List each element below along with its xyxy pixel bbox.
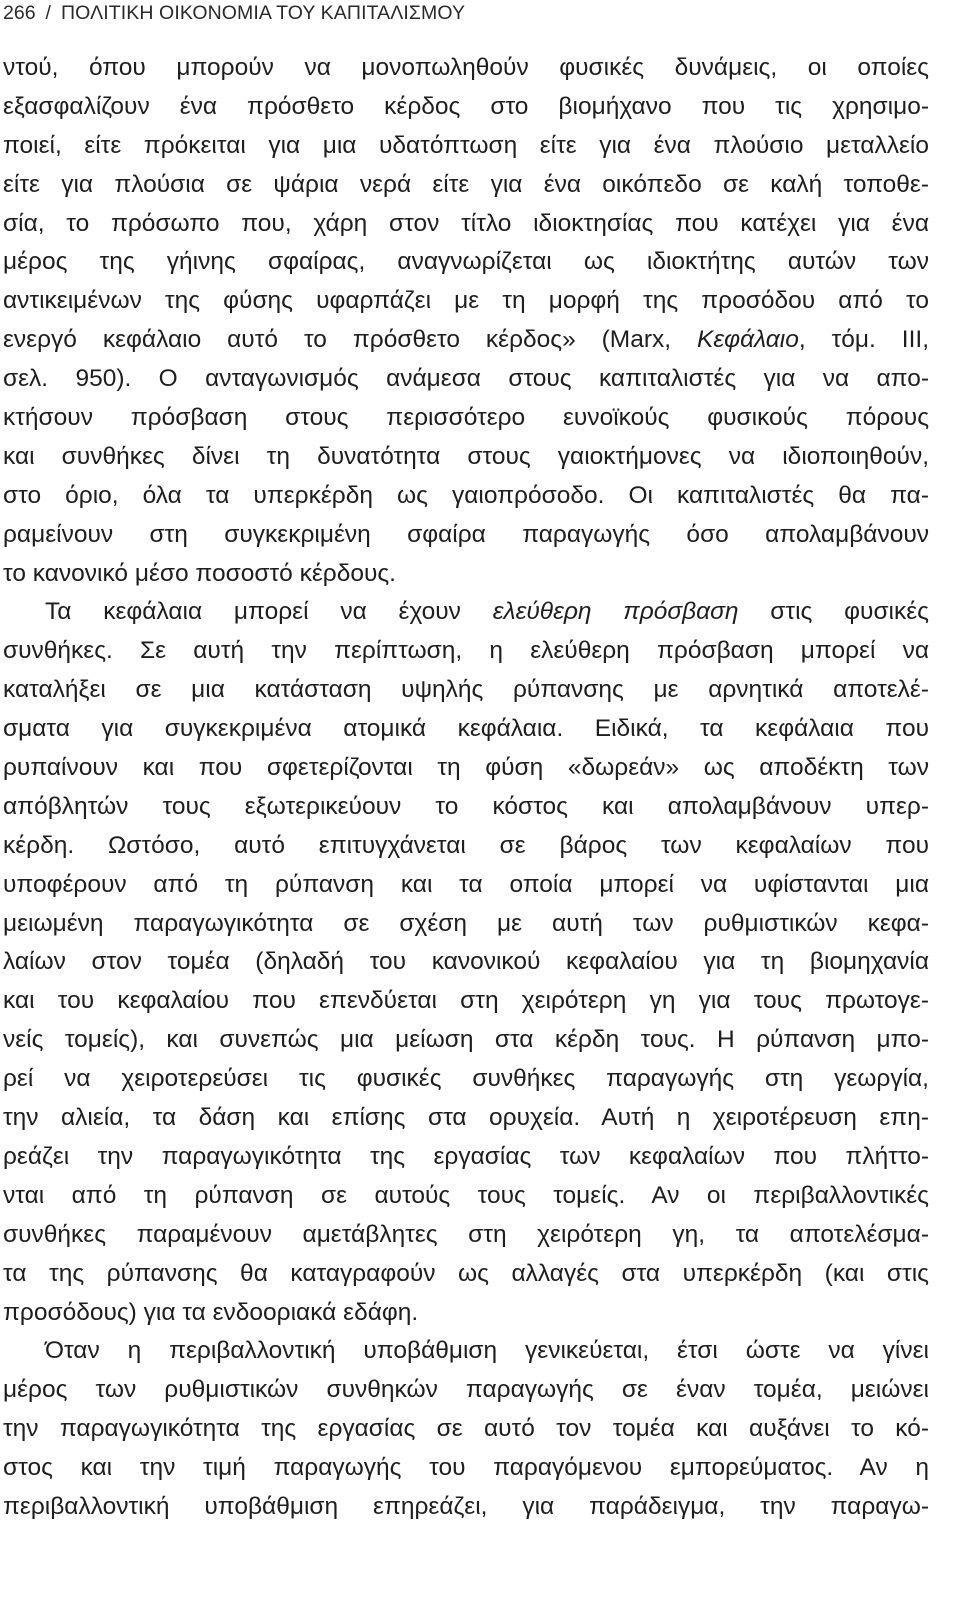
text-segment: ρεί να χειροτερεύσει τις φυσικές συνθήκες παραγωγής στη γεωργία,: [3, 1065, 929, 1093]
header-separator: /: [45, 2, 51, 24]
text-segment: ραμείνουν στη συγκεκριμένη σφαίρα παραγωγής όσο απολαμβάνουν: [3, 520, 929, 548]
text-segment: το κανονικό μέσο ποσοστό κέρδους.: [3, 559, 396, 587]
text-line: [3, 1021, 929, 1060]
text-segment: μέρος των ρυθμιστικών συνθηκών παραγωγής σε έναν τομέα, μειώνει: [3, 1376, 929, 1404]
text-line: [3, 749, 929, 788]
text-line: [3, 282, 929, 321]
running-header: [3, 0, 465, 26]
text-segment: στις φυσικές: [738, 598, 929, 626]
text-segment: ενεργό κεφάλαιο αυτό το πρόσθετο κέρδος» (Marx,: [3, 326, 698, 354]
text-segment: απόβλητών τους εξωτερικεύουν το κόστος και απολαμβάνουν υπερ-: [3, 792, 929, 820]
text-segment: μέρος της γήινης σφαίρας, αναγνωρίζεται ως ιδιοκτήτης αυτών των: [3, 248, 929, 276]
text-line: [3, 1488, 929, 1527]
text-segment: σματα για συγκεκριμένα ατομικά κεφάλαια. Ειδικά, τα κεφάλαια που: [3, 715, 929, 743]
text-line: [3, 438, 929, 477]
body-text: [3, 49, 929, 1527]
text-line: [3, 866, 929, 905]
text-line: [3, 1177, 929, 1216]
text-segment: είτε για πλούσια σε ψάρια νερά είτε για ένα οικόπεδο σε καλή τοποθε-: [3, 170, 929, 198]
text-segment: συνθήκες παραμένουν αμετάβλητες στη χειρότερη γη, τα αποτελέσμα-: [3, 1220, 929, 1248]
text-line: [3, 477, 929, 516]
text-line: [3, 710, 929, 749]
page-number: 266: [3, 2, 36, 24]
running-title: ΠΟΛΙΤΙΚΗ ΟΙΚΟΝΟΜΙΑ ΤΟΥ ΚΑΠΙΤΑΛΙΣΜΟΥ: [60, 2, 466, 24]
text-line: [3, 1060, 929, 1099]
text-line: [3, 127, 929, 166]
text-line: [3, 243, 929, 282]
text-line: [3, 205, 929, 244]
text-segment: αντικειμένων της φύσης υφαρπάζει με τη μορφή της προσόδου από το: [3, 287, 929, 315]
text-segment: λαίων στον τομέα (δηλαδή του κανονικού κεφαλαίου για τη βιομηχανία: [3, 948, 929, 976]
text-segment: σελ. 950). Ο ανταγωνισμός ανάμεσα στους καπιταλιστές για να απο-: [3, 365, 929, 393]
text-segment: τα της ρύπανσης θα καταγραφούν ως αλλαγές στα υπερκέρδη (και στις: [3, 1259, 929, 1287]
text-line: [3, 399, 929, 438]
text-line: [3, 1255, 929, 1294]
text-segment: την αλιεία, τα δάση και επίσης στα ορυχεία. Αυτή η χειροτέρευση επη-: [3, 1104, 929, 1132]
text-segment: και του κεφαλαίου που επενδύεται στη χειρότερη γη για τους πρωτογε-: [3, 987, 929, 1015]
text-line: [3, 166, 929, 205]
text-segment: την παραγωγικότητα της εργασίας σε αυτό τον τομέα και αυξάνει το κό-: [3, 1415, 929, 1443]
text-line: [3, 1294, 929, 1333]
text-segment: προσόδους) για τα ενδοοριακά εδάφη.: [3, 1298, 419, 1326]
text-line: [3, 632, 929, 671]
text-segment: και συνθήκες δίνει τη δυνατότητα στους γαιοκτήμονες να ιδιοποιηθούν,: [3, 442, 929, 470]
text-segment: καταλήξει σε μια κατάσταση υψηλής ρύπανσης με αρνητικά αποτελέ-: [3, 676, 929, 704]
text-segment: , τόμ. III,: [798, 326, 929, 354]
text-line: [3, 827, 929, 866]
text-line: [3, 1099, 929, 1138]
text-line: [3, 360, 929, 399]
text-segment: ρυπαίνουν και που σφετερίζονται τη φύση «δωρεάν» ως αποδέκτη των: [3, 754, 929, 782]
text-segment: νείς τομείς), και συνεπώς μια μείωση στα κέρδη τους. Η ρύπανση μπο-: [3, 1026, 929, 1054]
text-line: [3, 1332, 929, 1371]
text-line: [3, 1410, 929, 1449]
text-line: [3, 905, 929, 944]
text-line: [3, 516, 929, 555]
text-line: [3, 1138, 929, 1177]
text-line: [3, 1371, 929, 1410]
text-line: [3, 943, 929, 982]
text-segment: σία, το πρόσωπο που, χάρη στον τίτλο ιδιοκτησίας που κατέχει για ένα: [3, 209, 929, 237]
text-segment: κέρδη. Ωστόσο, αυτό επιτυγχάνεται σε βάρος των κεφαλαίων που: [3, 831, 929, 859]
text-line: [3, 88, 929, 127]
text-segment: στο όριο, όλα τα υπερκέρδη ως γαιοπρόσοδο. Οι καπιταλιστές θα πα-: [3, 481, 929, 509]
text-line: [3, 788, 929, 827]
text-segment: ντού, όπου μπορούν να μονοπωληθούν φυσικές δυνάμεις, οι οποίες: [3, 54, 929, 81]
italic-text: ελεύθερη πρόσβαση: [492, 598, 739, 626]
text-segment: στος και την τιμή παραγωγής του παραγόμενου εμπορεύματος. Αν η: [3, 1454, 929, 1482]
text-segment: ποιεί, είτε πρόκειται για μια υδατόπτωση είτε για ένα πλούσιο μεταλλείο: [3, 131, 929, 159]
text-segment: ρεάζει την παραγωγικότητα της εργασίας των κεφαλαίων που πλήττο-: [3, 1142, 929, 1170]
text-line: [3, 1216, 929, 1255]
italic-text: Κεφάλαιο: [697, 326, 799, 354]
text-line: [3, 593, 929, 632]
text-segment: νται από τη ρύπανση σε αυτούς τους τομείς. Αν οι περιβαλλοντικές: [3, 1181, 929, 1209]
text-line: [3, 982, 929, 1021]
text-segment: Όταν η περιβαλλοντική υποβάθμιση γενικεύεται, έτσι ώστε να γίνει: [45, 1337, 929, 1365]
text-segment: κτήσουν πρόσβαση στους περισσότερο ευνοϊκούς φυσικούς πόρους: [3, 404, 929, 432]
text-line: [3, 671, 929, 710]
text-line: [3, 1449, 929, 1488]
text-segment: συνθήκες. Σε αυτή την περίπτωση, η ελεύθερη πρόσβαση μπορεί να: [3, 637, 929, 665]
text-segment: περιβαλλοντική υποβάθμιση επηρεάζει, για παράδειγμα, την παραγω-: [3, 1492, 929, 1520]
text-line: [3, 555, 929, 594]
text-segment: μειωμένη παραγωγικότητα σε σχέση με αυτή των ρυθμιστικών κεφα-: [3, 909, 929, 937]
text-segment: εξασφαλίζουν ένα πρόσθετο κέρδος στο βιομήχανο που τις χρησιμο-: [3, 92, 929, 120]
text-segment: υποφέρουν από τη ρύπανση και τα οποία μπορεί να υφίστανται μια: [3, 870, 929, 898]
text-segment: Τα κεφάλαια μπορεί να έχουν: [45, 598, 493, 626]
text-line: [3, 49, 929, 88]
text-line: [3, 321, 929, 360]
